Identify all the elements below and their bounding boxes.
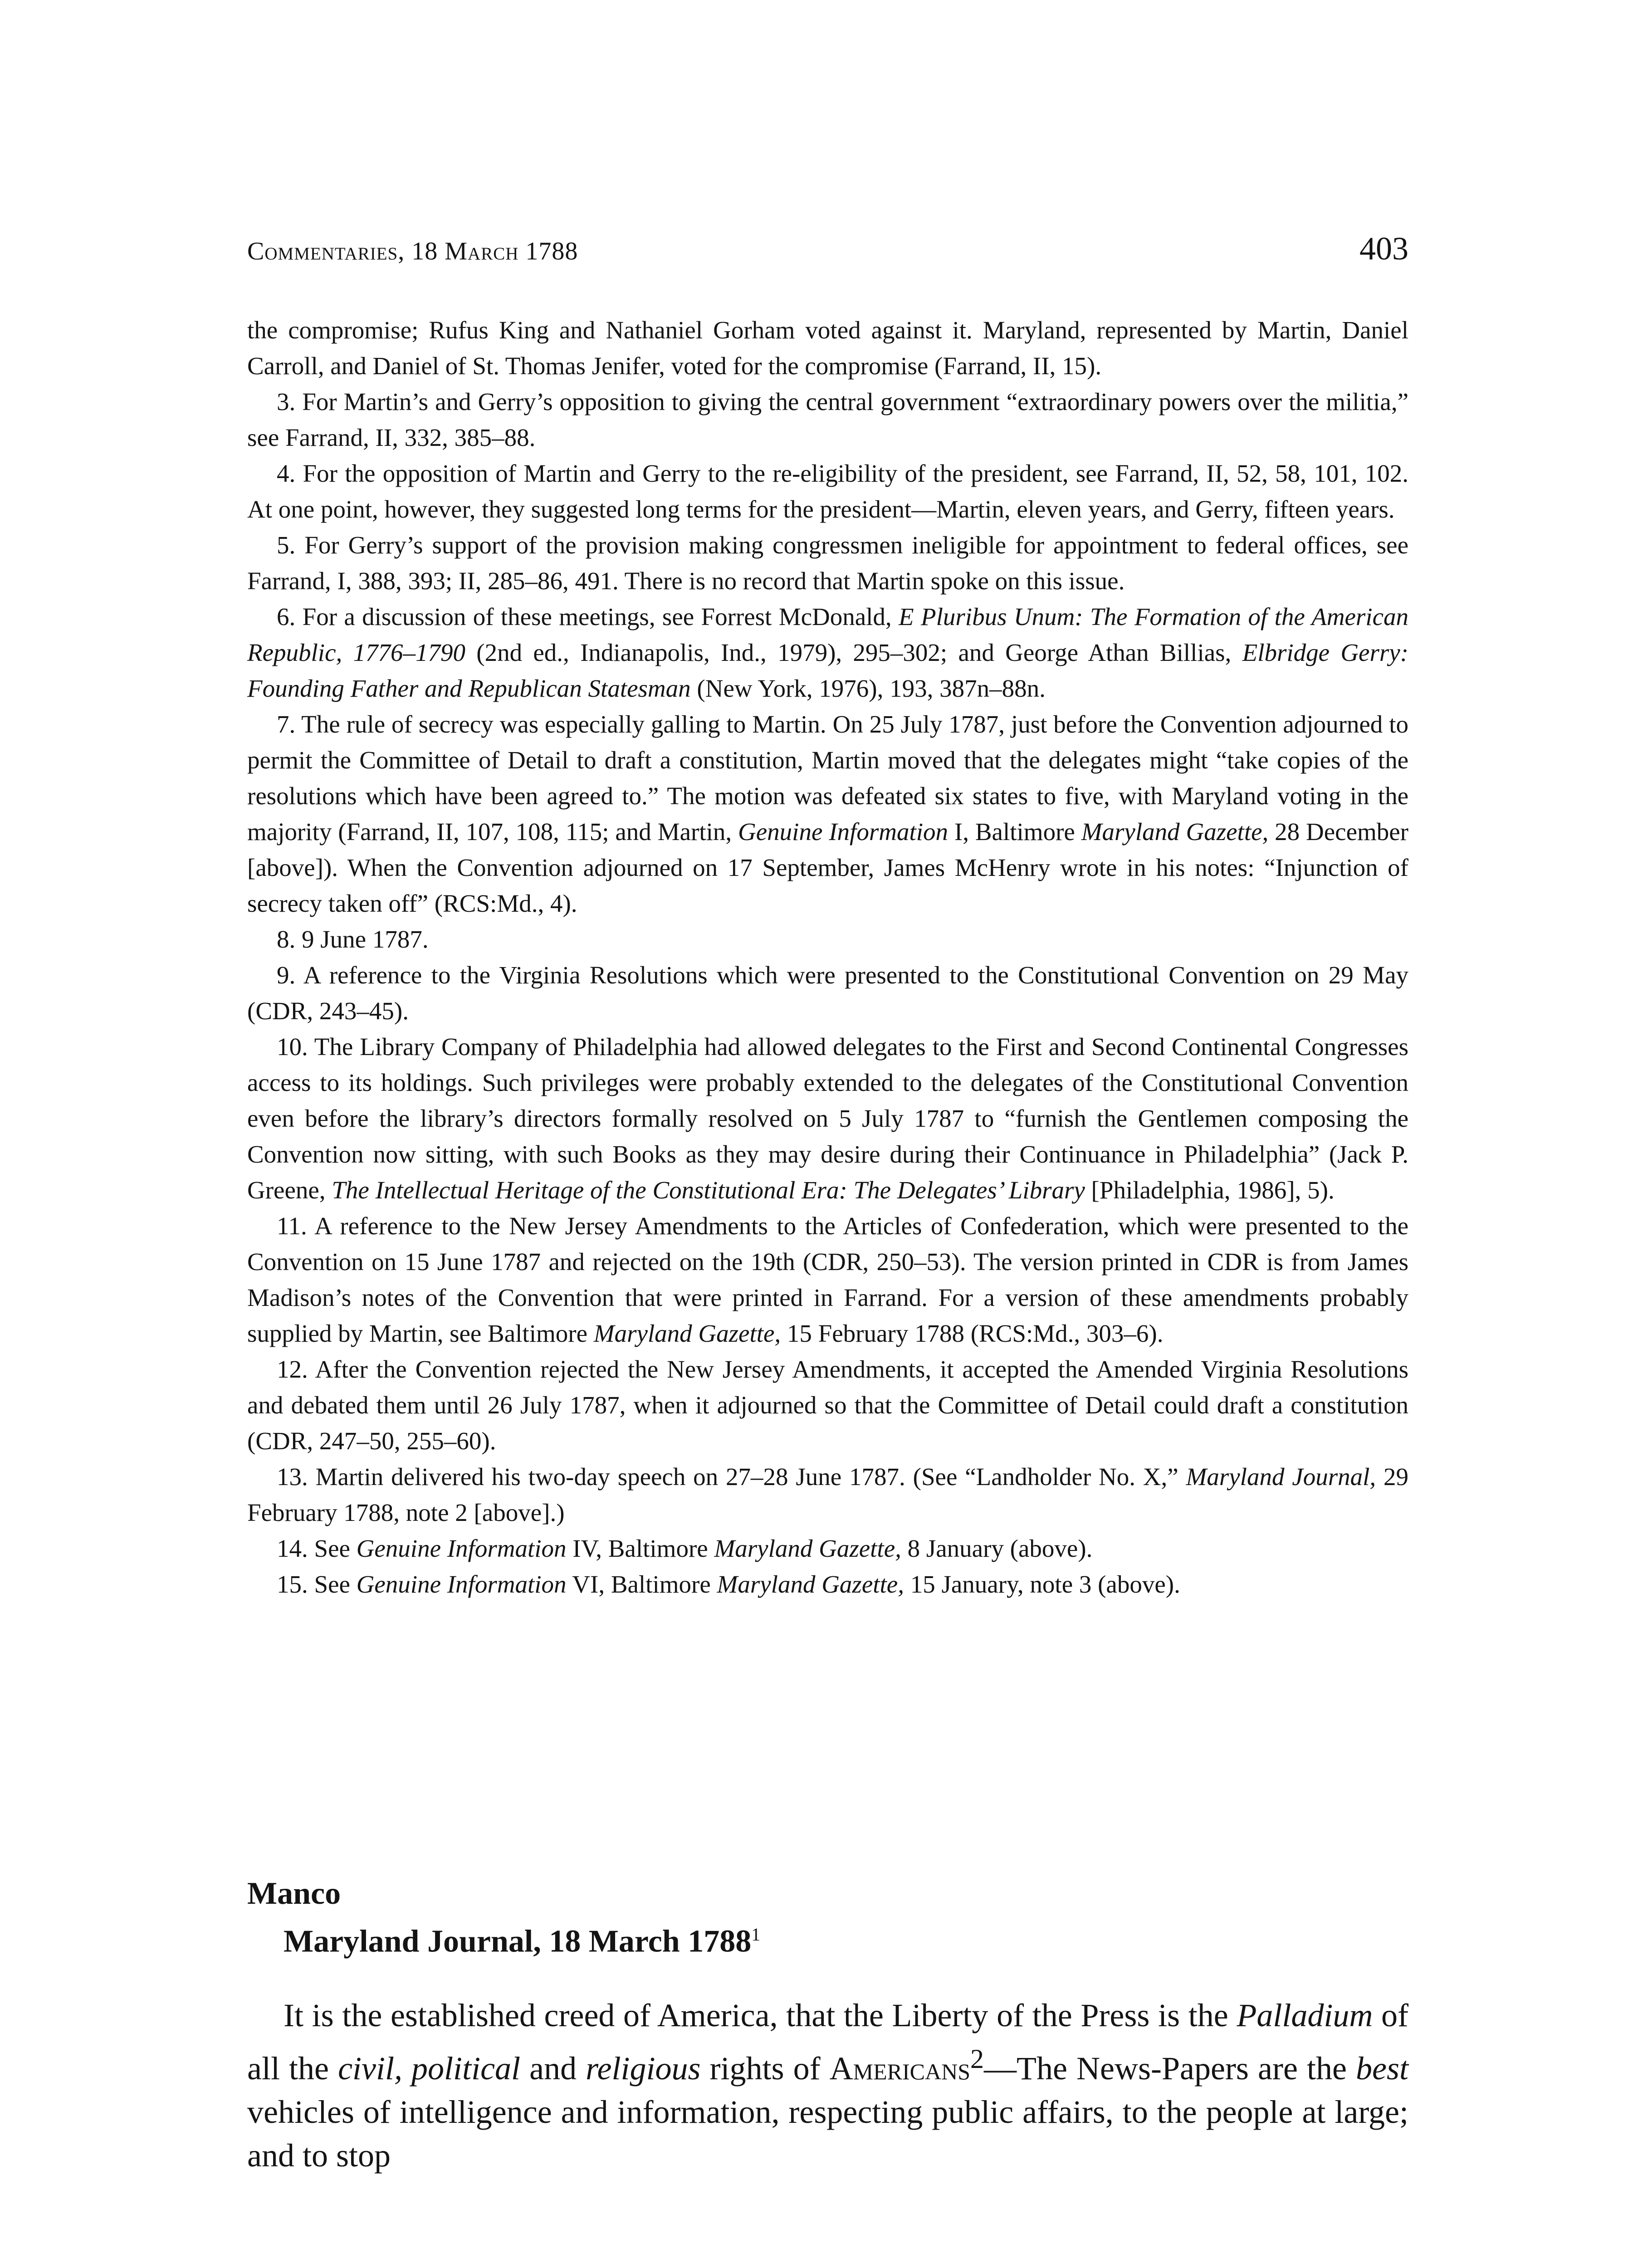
note-15: 15. See Genuine Information VI, Baltimore Maryland Gazette, 15 January, note 3 (above). — [277, 1570, 1180, 1598]
footnote-ref-2: 2 — [970, 2044, 984, 2074]
document-heading — [247, 1873, 1408, 1962]
note-13: 13. Martin delivered his two-day speech on 27–28 June 1787. (See “Landholder No. X,” Maryland Journal, 29 February 1788, note 2 [above].) — [247, 1463, 1408, 1526]
note-12: 12. After the Convention rejected the New Jersey Amendments, it accepted the Amended Virginia Resolutions and debated them until 26 July 1787, when it adjourned so that the Committee of Detail could draft a constitution (CDR, 247–50, 255–60). — [247, 1355, 1408, 1455]
note-2-continued: the compromise; Rufus King and Nathaniel Gorham voted against it. Maryland, represented by Martin, Daniel Carroll, and Daniel of St. Thomas Jenifer, voted for the compromise (Farrand, II, 15). — [247, 316, 1408, 380]
running-head: Commentaries, 18 March 1788 — [247, 237, 578, 265]
note-4: 4. For the opposition of Martin and Gerry to the re-eligibility of the president, see Farrand, II, 52, 58, 101, 102. At one point, however, they suggested long terms for the president—Martin, eleven years, and Gerry, fifteen years. — [247, 459, 1408, 523]
note-8: 8. 9 June 1787. — [277, 925, 429, 953]
footnotes — [247, 312, 1408, 1602]
note-14: 14. See Genuine Information IV, Baltimore Maryland Gazette, 8 January (above). — [277, 1535, 1093, 1562]
document-title: Manco — [247, 1876, 341, 1911]
note-5: 5. For Gerry’s support of the provision making congressmen ineligible for appointment to federal offices, see Farrand, I, 388, 393; II, 285–86, 491. There is no record that Martin spoke on this issue. — [247, 531, 1408, 595]
document-body: It is the established creed of America, that the Liberty of the Press is the Palladium of all the civil, political and religious rights of Americans$^2$—The News-Papers are the best vehicles of intelligence and information, respecting public affairs, to the people at large; and to stop — [247, 1997, 1409, 2174]
note-3: 3. For Martin’s and Gerry’s opposition to giving the central government “extraordinary powers over the militia,” see Farrand, II, 332, 385–88. — [247, 388, 1408, 451]
page-number: 403 — [1359, 230, 1408, 267]
note-11: 11. A reference to the New Jersey Amendments to the Articles of Confederation, which were presented to the Convention on 15 June 1787 and rejected on the 19th (CDR, 250–53). The version printed in CDR is from James Madison’s notes of the Convention that were printed in Farrand. For a version of these amendments probably supplied by Martin, see Baltimore Maryland Gazette, 15 February 1788 (RCS:Md., 303–6). — [247, 1212, 1408, 1347]
note-6: 6. For a discussion of these meetings, see Forrest McDonald, E Pluribus Unum: The Formation of the American Republic, 1776–1790 (2nd ed., Indianapolis, Ind., 1979), 295–302; and George Athan Billias, Elbridge Gerry: Founding Father and Republican Statesman (New York, 1976), 193, 387n–88n. — [247, 603, 1409, 702]
document-subtitle: Maryland Journal, 18 March 1788$^1$ — [284, 1924, 761, 1959]
footnote-ref-1: 1 — [751, 1924, 761, 1945]
note-10: 10. The Library Company of Philadelphia had allowed delegates to the First and Second Continental Congresses access to its holdings. Such privileges were probably extended to the delegates of the Constitutional Convention even before the library’s directors formally resolved on 5 July 1787 to “furnish the Gentlemen composing the Convention now sitting, with such Books as they may desire during their Continuance in Philadelphia” (Jack P. Greene, The Intellectual Heritage of the Constitutional Era: The Delegates’ Library [Philadelphia, 1986], 5). — [247, 1033, 1408, 1204]
note-7: 7. The rule of secrecy was especially galling to Martin. On 25 July 1787, just before the Convention adjourned to permit the Committee of Detail to draft a constitution, Martin moved that the delegates might “take copies of the resolutions which have been agreed to.” The motion was defeated six states to five, with Maryland voting in the majority (Farrand, II, 107, 108, 115; and Martin, Genuine Information I, Baltimore Maryland Gazette, 28 December [above]). When the Convention adjourned on 17 September, James McHenry wrote in his notes: “Injunction of secrecy taken off” (RCS:Md., 4). — [247, 710, 1409, 917]
page-header — [247, 226, 1408, 276]
note-9: 9. A reference to the Virginia Resolutions which were presented to the Constitutional Convention on 29 May (CDR, 243–45). — [247, 961, 1408, 1025]
